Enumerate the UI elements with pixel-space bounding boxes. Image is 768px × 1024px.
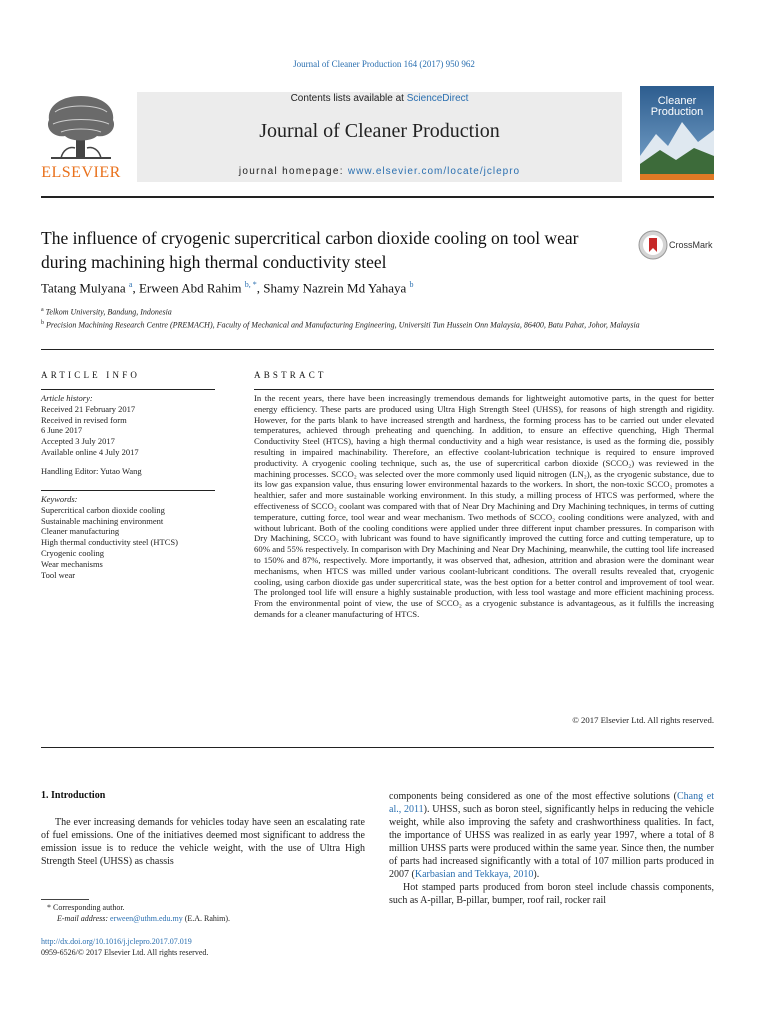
corresponding-line: * Corresponding author.	[47, 903, 125, 912]
body-column-left	[41, 816, 365, 868]
crossmark-badge[interactable]	[638, 230, 718, 260]
author-name[interactable]: Tatang Mulyana	[41, 280, 126, 296]
body-paragraph: components being considered as one of the most effective solutions (Chang et al., 2011). UHSS, such as boron steel, significantly helps in reducing the vehicle weight, while also improving the safety and crashworthiness qualities. In fact, the importance of UHSS was realized in as early year 1997, where a total of 8 million UHSS parts were produced within the same year. Since then, the number of parts had increased significantly with a total of 107 million parts produced in 2007 (Karbasian and Tekkaya, 2010).	[389, 791, 715, 880]
affiliations	[41, 305, 641, 330]
history-item: Accepted 3 July 2017	[41, 436, 115, 447]
article-title: The influence of cryogenic supercritical carbon dioxide cooling on tool wear during machining high thermal conductivity steel	[41, 228, 579, 272]
reference-link[interactable]: Chang et al., 2011	[389, 791, 715, 815]
keyword-item: Supercritical carbon dioxide cooling	[41, 504, 165, 515]
doi-block	[41, 937, 361, 958]
journal-cover-image	[640, 86, 714, 180]
history-label: Article history:	[41, 393, 93, 403]
body-column-right	[389, 790, 714, 907]
author-affil-mark[interactable]: a	[128, 280, 133, 289]
keywords	[41, 494, 215, 580]
crossmark-icon	[638, 230, 668, 260]
body-paragraph: The ever increasing demands for vehicles today have seen an escalating rate of fuel emissions. One of the initiatives deemed most significant to address the emission issue is to reduce the vehicle weight, with the use of Ultra High Strength Steel (UHSS) as chassis	[41, 817, 365, 867]
homepage-link[interactable]: www.elsevier.com/locate/jclepro	[347, 166, 521, 177]
keyword-item: High thermal conductivity steel (HTCS)	[41, 537, 178, 548]
history-item: Received 21 February 2017	[41, 403, 136, 414]
corresponding-author-footnote	[41, 903, 361, 924]
header-rule	[41, 196, 714, 198]
abstract-heading: ABSTRACT	[254, 370, 327, 380]
abstract-rule	[254, 389, 714, 390]
sciencedirect-link[interactable]: ScienceDirect	[406, 93, 469, 104]
journal-citation[interactable]: Journal of Cleaner Production 164 (2017) 950 962	[293, 59, 475, 69]
abstract-copyright: © 2017 Elsevier Ltd. All rights reserved.	[572, 715, 714, 725]
email-line: E-mail address: erween@uthm.edu.my (E.A. Rahim).	[57, 913, 231, 923]
journal-title: Journal of Cleaner Production	[259, 120, 500, 142]
article-info-rule	[41, 389, 215, 390]
crossmark-label: CrossMark	[669, 240, 713, 250]
author-name[interactable]: Erween Abd Rahim	[138, 280, 242, 296]
cover-title-line-1: Cleaner	[657, 95, 697, 107]
front-matter-rule	[41, 349, 714, 350]
keywords-label: Keywords:	[41, 494, 78, 504]
history-item: Received in revised form	[41, 414, 127, 425]
contents-line	[137, 93, 622, 104]
section-heading-introduction: 1. Introduction	[41, 790, 106, 801]
history-item: 6 June 2017	[41, 425, 83, 436]
author-list: Tatang Mulyana $^a$, Erween Abd Rahim $^{b, *}$, Shamy Nazrein Md Yahaya $^b$	[41, 280, 414, 296]
abstract-end-rule	[41, 747, 714, 748]
keyword-item: Wear mechanisms	[41, 558, 103, 569]
keywords-rule	[41, 490, 215, 491]
keyword-item: Cryogenic cooling	[41, 547, 105, 558]
elsevier-wordmark: ELSEVIER	[41, 164, 121, 181]
contents-prefix: Contents lists available at	[290, 93, 407, 104]
journal-homepage-line	[137, 166, 622, 177]
elsevier-logo	[41, 92, 121, 182]
author-name[interactable]: Shamy Nazrein Md Yahaya	[263, 280, 407, 296]
article-history	[41, 393, 215, 477]
affiliation-item: $^a$ Telkom University, Bandung, Indonesia	[41, 307, 172, 317]
journal-masthead	[137, 92, 622, 182]
keyword-item: Sustainable machining environment	[41, 515, 164, 526]
keyword-item: Tool wear	[41, 569, 76, 580]
footnote-rule	[41, 899, 89, 900]
keyword-item: Cleaner manufacturing	[41, 526, 120, 537]
doi-link[interactable]: http://dx.doi.org/10.1016/j.jclepro.2017.07.019	[41, 937, 192, 946]
article-info-heading: ARTICLE INFO	[41, 370, 141, 380]
abstract-text: In the recent years, there have been increasingly tremendous demands for lightweight automotive parts, in the quest for better energy efficiency. These parts are produced using Ultra High Strength Steel (UHSS), for reasons of high strength and rigidity. However, for the parts blank to have increased strength and hardness, the forming process has to be carried out under elevated temperatures, achieved through preheating and quenching. In addition, to ensure an effective quenching, High Thermal Conductivity Steel (HTCS), having a high thermal conductivity and a high wear resistance, is used as the forming die, possibly resulting in impaired machinability. Therefore, an effective coolant-lubrication technique is required to ensure improved productivity. A cryogenic cooling technique, such as, the use of supercritical carbon dioxide (SCCO₂) was reviewed in the machining processes. SCCO₂ was selected over the more commonly used liquid nitrogen (LN₂), as the cryogenic substance, due to its low gas expansion value, thus ensuring lower environmental hazards to the workers. In short, the non-toxic SCCO₂ promotes a healthier, safer and more sustainable working environment. In this study, a milling process of HTCS was performed, where the effectiveness of SCCO₂ coolant was compared with that of Near Dry Machining and Dry Machining techniques, in terms of cutting temperature, cutting force, tool wear and wear mechanism. Two methods of SCCO₂ cooling conditions were analyzed, with and without lubricant. Both of the cooling conditions were applied under three different input chamber pressures. In comparison with Dry Machining, SCCO₂ with lubricant was found to have significantly improved the cutting force and cutting temperature, up to 60% and 55% respectively. In comparison with Dry Machining and Near Dry Machining, meanwhile, the cutting tool life increased to 150% and 87%, respectively. More importantly, it was observed that, adhesion, attrition and abrasion were the dominant wear mechanisms, when HTCS was milled under various coolant-lubricant conditions. The overall results revealed that, cryogenic cooling, using carbon dioxide gas under supercritical state, was the best option for a better control and improvement of tool wear. The prolonged tool life will ensure a highly sustainable production, with less tool wastage and more efficient machining process. From the environmental point of view, the use of SCCO₂ as a cryogenic substance is advantageous, as it fulfills the increasing demands for a cleaner manufacturing of HTCS.	[254, 393, 714, 619]
author-affil-mark[interactable]: b	[409, 280, 414, 289]
handling-editor: Handling Editor: Yutao Wang	[41, 465, 142, 476]
issn-line: 0959-6526/© 2017 Elsevier Ltd. All rights reserved.	[41, 947, 209, 957]
cover-title-line-2: Production	[650, 106, 704, 118]
affiliation-item: $^b$ Precision Machining Research Centre (PREMACH), Faculty of Mechanical and Manufacturing Engineering, Universiti Tun Hussein Onn Malaysia, 86400, Batu Pahat, Johor, Malaysia	[41, 319, 640, 330]
history-item: Available online 4 July 2017	[41, 446, 139, 457]
reference-link[interactable]: Karbasian and Tekkaya, 2010	[414, 869, 534, 880]
author-affil-mark[interactable]: b, *	[244, 280, 257, 289]
body-paragraph: Hot stamped parts produced from boron steel include chassis components, such as A-pillar, B-pillar, bumper, roof rail, rocker rail	[389, 882, 714, 906]
email-link[interactable]: erween@uthm.edu.my	[110, 913, 183, 923]
homepage-label: journal homepage:	[238, 166, 348, 177]
